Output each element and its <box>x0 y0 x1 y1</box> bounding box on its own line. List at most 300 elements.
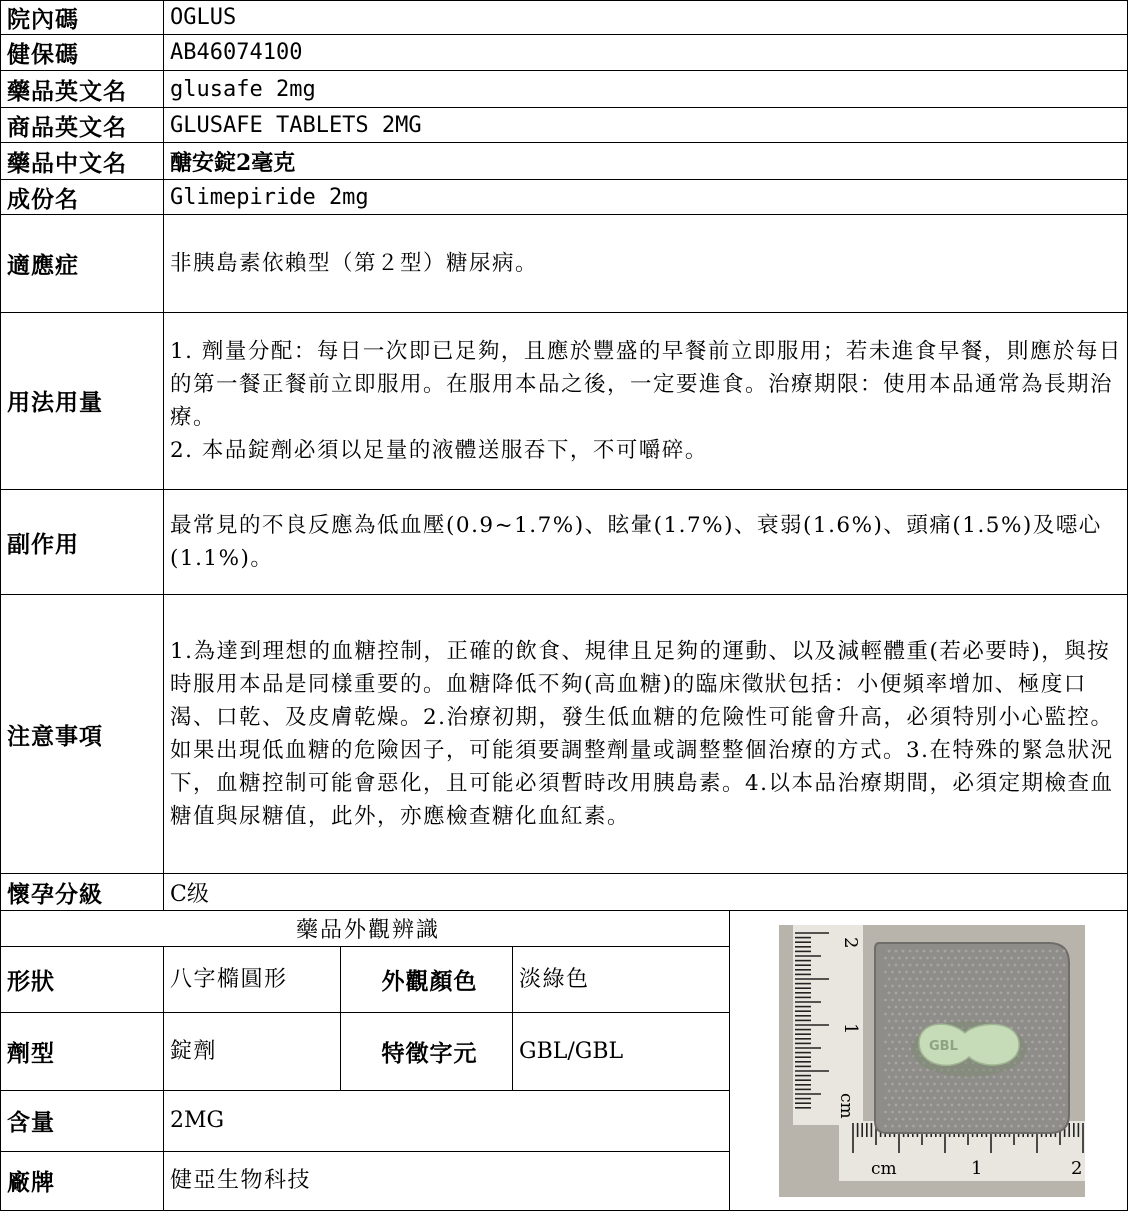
ruler-number-1-horizontal: 1 <box>970 1157 982 1179</box>
blister-dot <box>1020 949 1023 952</box>
blister-dot <box>1059 998 1062 1001</box>
blister-dot <box>936 1019 939 1022</box>
blister-dot <box>905 1012 908 1015</box>
blister-dot <box>1027 991 1030 994</box>
blister-dot <box>1059 1082 1062 1085</box>
blister-dot <box>901 963 904 966</box>
blister-dot <box>982 970 985 973</box>
blister-dot <box>964 1089 967 1092</box>
blister-dot <box>905 1096 908 1099</box>
blister-dot <box>961 1096 964 1099</box>
blister-dot <box>919 956 922 959</box>
blister-dot <box>982 1082 985 1085</box>
blister-dot <box>929 1103 932 1106</box>
blister-dot <box>978 1089 981 1092</box>
blister-dot <box>1048 1019 1051 1022</box>
blister-dot <box>1062 949 1065 952</box>
blister-dot <box>1013 949 1016 952</box>
blister-dot <box>922 1075 925 1078</box>
form-value: 錠劑 <box>164 1013 341 1090</box>
blister-dot <box>961 1012 964 1015</box>
blister-dot <box>1013 1089 1016 1092</box>
blister-dot <box>1024 984 1027 987</box>
blister-dot <box>940 998 943 1001</box>
blister-dot <box>898 1012 901 1015</box>
blister-dot <box>908 1089 911 1092</box>
blister-dot <box>884 1054 887 1057</box>
blister-dot <box>908 991 911 994</box>
blister-dot <box>1052 1068 1055 1071</box>
blister-dot <box>1055 1033 1058 1036</box>
blister-dot <box>1055 1047 1058 1050</box>
blister-dot <box>1038 984 1041 987</box>
blister-dot <box>933 970 936 973</box>
blister-dot <box>1031 956 1034 959</box>
blister-dot <box>1013 1075 1016 1078</box>
blister-dot <box>929 949 932 952</box>
blister-dot <box>989 1110 992 1113</box>
blister-dot <box>922 1117 925 1120</box>
blister-dot <box>929 977 932 980</box>
blister-dot <box>884 998 887 1001</box>
blister-dot <box>894 1005 897 1008</box>
blister-dot <box>901 1089 904 1092</box>
blister-dot <box>999 963 1002 966</box>
blister-dot <box>1045 1110 1048 1113</box>
blister-dot <box>898 1082 901 1085</box>
blister-dot <box>894 1019 897 1022</box>
ingredient-value: Glimepiride 2mg <box>164 180 1128 215</box>
blister-dot <box>964 1117 967 1120</box>
blister-dot <box>891 1012 894 1015</box>
blister-dot <box>996 998 999 1001</box>
blister-dot <box>964 991 967 994</box>
blister-dot <box>926 984 929 987</box>
blister-dot <box>1062 1089 1065 1092</box>
blister-dot <box>884 1026 887 1029</box>
blister-dot <box>1045 970 1048 973</box>
blister-dot <box>887 1005 890 1008</box>
blister-dot <box>950 949 953 952</box>
blister-dot <box>1006 1005 1009 1008</box>
blister-dot <box>905 1082 908 1085</box>
blister-dot <box>1048 1047 1051 1050</box>
blister-dot <box>905 970 908 973</box>
blister-dot <box>961 1124 964 1127</box>
blister-dot <box>1003 984 1006 987</box>
blister-dot <box>971 1005 974 1008</box>
row-appearance-header <box>1 911 1128 947</box>
blister-dot <box>884 984 887 987</box>
product-en-name-label: 商品英文名 <box>1 108 164 143</box>
blister-dot <box>1055 963 1058 966</box>
blister-dot <box>894 1075 897 1078</box>
dosage-line-1: 1. 劑量分配：每日一次即已足夠，且應於豐盛的早餐前立即服用；若未進食早餐，則應於每日的第一餐正餐前立即服用。在服用本品之後，一定要進食。治療期限：使用本品通常為長期治療。 <box>170 338 1122 430</box>
blister-dot <box>901 949 904 952</box>
blister-dot <box>1031 1040 1034 1043</box>
blister-dot <box>891 956 894 959</box>
blister-dot <box>1010 1096 1013 1099</box>
blister-dot <box>999 1005 1002 1008</box>
blister-dot <box>992 1019 995 1022</box>
blister-dot <box>1034 1061 1037 1064</box>
blister-dot <box>919 970 922 973</box>
blister-dot <box>884 1012 887 1015</box>
row-dosage <box>1 312 1128 489</box>
blister-dot <box>943 949 946 952</box>
blister-dot <box>915 1019 918 1022</box>
blister-dot <box>1017 998 1020 1001</box>
blister-dot <box>894 963 897 966</box>
blister-dot <box>947 984 950 987</box>
blister-dot <box>968 1110 971 1113</box>
blister-dot <box>1062 1047 1065 1050</box>
blister-dot <box>968 970 971 973</box>
blister-dot <box>898 1040 901 1043</box>
blister-dot <box>947 956 950 959</box>
blister-dot <box>992 1075 995 1078</box>
blister-dot <box>1017 1026 1020 1029</box>
blister-dot <box>1041 977 1044 980</box>
blister-dot <box>891 1082 894 1085</box>
blister-dot <box>1010 984 1013 987</box>
blister-dot <box>975 956 978 959</box>
blister-dot <box>989 1124 992 1127</box>
blister-dot <box>891 984 894 987</box>
blister-dot <box>992 1117 995 1120</box>
blister-dot <box>894 1033 897 1036</box>
product-en-name-value: GLUSAFE TABLETS 2MG <box>164 108 1128 143</box>
blister-dot <box>905 1054 908 1057</box>
blister-dot <box>1052 1054 1055 1057</box>
blister-dot <box>1017 970 1020 973</box>
blister-dot <box>1024 956 1027 959</box>
row-ingredient <box>1 180 1128 215</box>
ruler-unit-horizontal: cm <box>870 1158 897 1179</box>
blister-dot <box>968 1082 971 1085</box>
blister-dot <box>912 1124 915 1127</box>
blister-dot <box>887 1117 890 1120</box>
blister-dot <box>1003 1110 1006 1113</box>
blister-dot <box>975 1124 978 1127</box>
blister-dot <box>905 1124 908 1127</box>
dosage-label: 用法用量 <box>1 312 164 489</box>
pregnancy-value: C级 <box>164 874 1128 911</box>
blister-dot <box>887 1019 890 1022</box>
blister-dot <box>919 1110 922 1113</box>
blister-dot <box>947 970 950 973</box>
blister-dot <box>961 998 964 1001</box>
blister-dot <box>982 956 985 959</box>
blister-dot <box>1048 1089 1051 1092</box>
blister-dot <box>999 1019 1002 1022</box>
blister-dot <box>1048 949 1051 952</box>
blister-dot <box>922 1103 925 1106</box>
appearance-header: 藥品外觀辨識 <box>1 911 730 947</box>
blister-dot <box>1010 1124 1013 1127</box>
blister-dot <box>908 1033 911 1036</box>
blister-dot <box>1041 1047 1044 1050</box>
blister-dot <box>978 1005 981 1008</box>
blister-dot <box>1006 1089 1009 1092</box>
row-precautions <box>1 595 1128 874</box>
blister-dot <box>989 984 992 987</box>
blister-dot <box>929 1005 932 1008</box>
blister-dot <box>940 1124 943 1127</box>
side-effects-value: 最常見的不良反應為低血壓(0.9~1.7%)、眩暈(1.7%)、衰弱(1.6%)、頭痛(1.5%)及噁心(1.1%)。 <box>164 490 1128 595</box>
side-effects-label: 副作用 <box>1 490 164 595</box>
blister-dot <box>908 1005 911 1008</box>
blister-dot <box>1052 1012 1055 1015</box>
blister-dot <box>1020 1103 1023 1106</box>
blister-dot <box>1013 963 1016 966</box>
blister-dot <box>887 963 890 966</box>
drug-zh-name-value: 醣安錠2毫克 <box>164 143 1128 180</box>
blister-dot <box>1020 963 1023 966</box>
blister-dot <box>1045 1012 1048 1015</box>
blister-dot <box>992 977 995 980</box>
blister-dot <box>887 1033 890 1036</box>
blister-dot <box>1024 1026 1027 1029</box>
blister-dot <box>1052 1110 1055 1113</box>
blister-dot <box>908 1075 911 1078</box>
blister-dot <box>1013 1005 1016 1008</box>
blister-dot <box>996 956 999 959</box>
blister-dot <box>901 1019 904 1022</box>
precautions-label: 注意事項 <box>1 595 164 874</box>
blister-dot <box>898 1026 901 1029</box>
blister-dot <box>929 1117 932 1120</box>
blister-dot <box>926 1012 929 1015</box>
blister-dot <box>943 1089 946 1092</box>
blister-dot <box>996 970 999 973</box>
blister-dot <box>940 1110 943 1113</box>
blister-dot <box>929 1089 932 1092</box>
blister-dot <box>1038 1110 1041 1113</box>
blister-dot <box>1017 1096 1020 1099</box>
blister-dot <box>1006 1019 1009 1022</box>
blister-dot <box>912 1110 915 1113</box>
blister-dot <box>912 956 915 959</box>
blister-dot <box>1059 1096 1062 1099</box>
blister-dot <box>926 998 929 1001</box>
drug-zh-name-label: 藥品中文名 <box>1 143 164 180</box>
blister-dot <box>1013 1117 1016 1120</box>
blister-dot <box>898 956 901 959</box>
blister-dot <box>1017 984 1020 987</box>
blister-dot <box>964 1103 967 1106</box>
blister-dot <box>982 984 985 987</box>
blister-dot <box>936 1103 939 1106</box>
blister-dot <box>1020 991 1023 994</box>
blister-dot <box>1062 991 1065 994</box>
blister-dot <box>1052 1124 1055 1127</box>
blister-dot <box>1031 1026 1034 1029</box>
blister-dot <box>915 977 918 980</box>
blister-dot <box>982 1012 985 1015</box>
blister-dot <box>1062 1033 1065 1036</box>
blister-dot <box>891 998 894 1001</box>
blister-dot <box>950 1075 953 1078</box>
row-side-effects <box>1 490 1128 595</box>
blister-dot <box>1010 1068 1013 1071</box>
blister-dot <box>985 991 988 994</box>
blister-dot <box>891 1026 894 1029</box>
blister-dot <box>1020 1019 1023 1022</box>
blister-dot <box>1052 1096 1055 1099</box>
dosage-value <box>164 312 1128 489</box>
blister-dot <box>1017 1068 1020 1071</box>
blister-dot <box>901 1047 904 1050</box>
blister-dot <box>1052 956 1055 959</box>
blister-dot <box>912 1068 915 1071</box>
blister-dot <box>887 1061 890 1064</box>
blister-dot <box>1003 1096 1006 1099</box>
blister-dot <box>884 1082 887 1085</box>
blister-dot <box>891 1124 894 1127</box>
blister-dot <box>1059 1068 1062 1071</box>
blister-dot <box>1055 977 1058 980</box>
blister-dot <box>947 998 950 1001</box>
blister-dot <box>915 991 918 994</box>
blister-dot <box>1059 984 1062 987</box>
blister-dot <box>901 1103 904 1106</box>
blister-dot <box>950 963 953 966</box>
blister-dot <box>950 1117 953 1120</box>
nhi-code-label: 健保碼 <box>1 35 164 71</box>
blister-dot <box>1013 1103 1016 1106</box>
blister-dot <box>985 1089 988 1092</box>
blister-dot <box>1045 984 1048 987</box>
blister-dot <box>943 991 946 994</box>
blister-dot <box>1062 1103 1065 1106</box>
blister-dot <box>1059 1110 1062 1113</box>
blister-dot <box>1038 956 1041 959</box>
blister-dot <box>884 956 887 959</box>
blister-dot <box>1059 956 1062 959</box>
blister-dot <box>1034 991 1037 994</box>
blister-dot <box>1034 963 1037 966</box>
blister-dot <box>919 1068 922 1071</box>
blister-dot <box>908 977 911 980</box>
blister-dot <box>936 1089 939 1092</box>
blister-dot <box>1062 963 1065 966</box>
blister-dot <box>940 984 943 987</box>
blister-dot <box>1038 1054 1041 1057</box>
strength-value: 2MG <box>164 1090 730 1151</box>
blister-dot <box>884 970 887 973</box>
blister-dot <box>992 1089 995 1092</box>
blister-dot <box>1045 1068 1048 1071</box>
blister-dot <box>908 949 911 952</box>
blister-dot <box>943 1005 946 1008</box>
blister-dot <box>1041 1117 1044 1120</box>
blister-dot <box>1027 977 1030 980</box>
blister-dot <box>922 991 925 994</box>
manufacturer-value: 健亞生物科技 <box>164 1151 730 1210</box>
ruler-number-2-horizontal: 2 <box>1070 1157 1082 1179</box>
blister-dot <box>901 1117 904 1120</box>
blister-dot <box>971 991 974 994</box>
blister-dot <box>1031 1068 1034 1071</box>
blister-dot <box>1038 998 1041 1001</box>
blister-dot <box>926 970 929 973</box>
blister-dot <box>985 1005 988 1008</box>
blister-dot <box>915 1089 918 1092</box>
blister-dot <box>1020 1061 1023 1064</box>
blister-dot <box>1041 1033 1044 1036</box>
blister-dot <box>919 1012 922 1015</box>
blister-dot <box>929 1075 932 1078</box>
blister-dot <box>975 1082 978 1085</box>
blister-dot <box>1048 1117 1051 1120</box>
blister-dot <box>1003 970 1006 973</box>
blister-dot <box>954 1110 957 1113</box>
blister-dot <box>901 1075 904 1078</box>
indication-label: 適應症 <box>1 215 164 312</box>
blister-dot <box>1041 1005 1044 1008</box>
blister-dot <box>950 1103 953 1106</box>
blister-dot <box>1020 977 1023 980</box>
blister-dot <box>968 984 971 987</box>
blister-dot <box>1010 970 1013 973</box>
blister-dot <box>1027 1089 1030 1092</box>
blister-dot <box>1013 1019 1016 1022</box>
blister-dot <box>1013 977 1016 980</box>
blister-dot <box>982 998 985 1001</box>
blister-dot <box>936 949 939 952</box>
blister-dot <box>1062 1061 1065 1064</box>
blister-dot <box>978 1103 981 1106</box>
blister-dot <box>1045 1054 1048 1057</box>
blister-dot <box>1052 1082 1055 1085</box>
blister-dot <box>1059 1040 1062 1043</box>
blister-dot <box>961 1110 964 1113</box>
blister-dot <box>975 970 978 973</box>
blister-dot <box>985 949 988 952</box>
blister-dot <box>968 998 971 1001</box>
blister-dot <box>884 1068 887 1071</box>
blister-dot <box>985 977 988 980</box>
blister-dot <box>898 1124 901 1127</box>
blister-dot <box>1034 1005 1037 1008</box>
blister-dot <box>1059 970 1062 973</box>
blister-dot <box>905 1040 908 1043</box>
blister-dot <box>961 1082 964 1085</box>
blister-dot <box>933 998 936 1001</box>
blister-dot <box>933 956 936 959</box>
blister-dot <box>1038 1040 1041 1043</box>
blister-dot <box>1041 1019 1044 1022</box>
blister-dot <box>1055 949 1058 952</box>
blister-dot <box>1031 1012 1034 1015</box>
blister-dot <box>922 1005 925 1008</box>
blister-dot <box>975 1110 978 1113</box>
blister-dot <box>989 1012 992 1015</box>
blister-dot <box>1038 970 1041 973</box>
blister-dot <box>919 1082 922 1085</box>
blister-dot <box>1031 1054 1034 1057</box>
blister-dot <box>947 1082 950 1085</box>
blister-dot <box>975 1096 978 1099</box>
blister-dot <box>919 998 922 1001</box>
blister-dot <box>894 991 897 994</box>
pill-photo <box>779 925 1085 1197</box>
blister-dot <box>1034 1047 1037 1050</box>
blister-dot <box>894 1061 897 1064</box>
blister-dot <box>1020 1117 1023 1120</box>
blister-dot <box>901 1033 904 1036</box>
